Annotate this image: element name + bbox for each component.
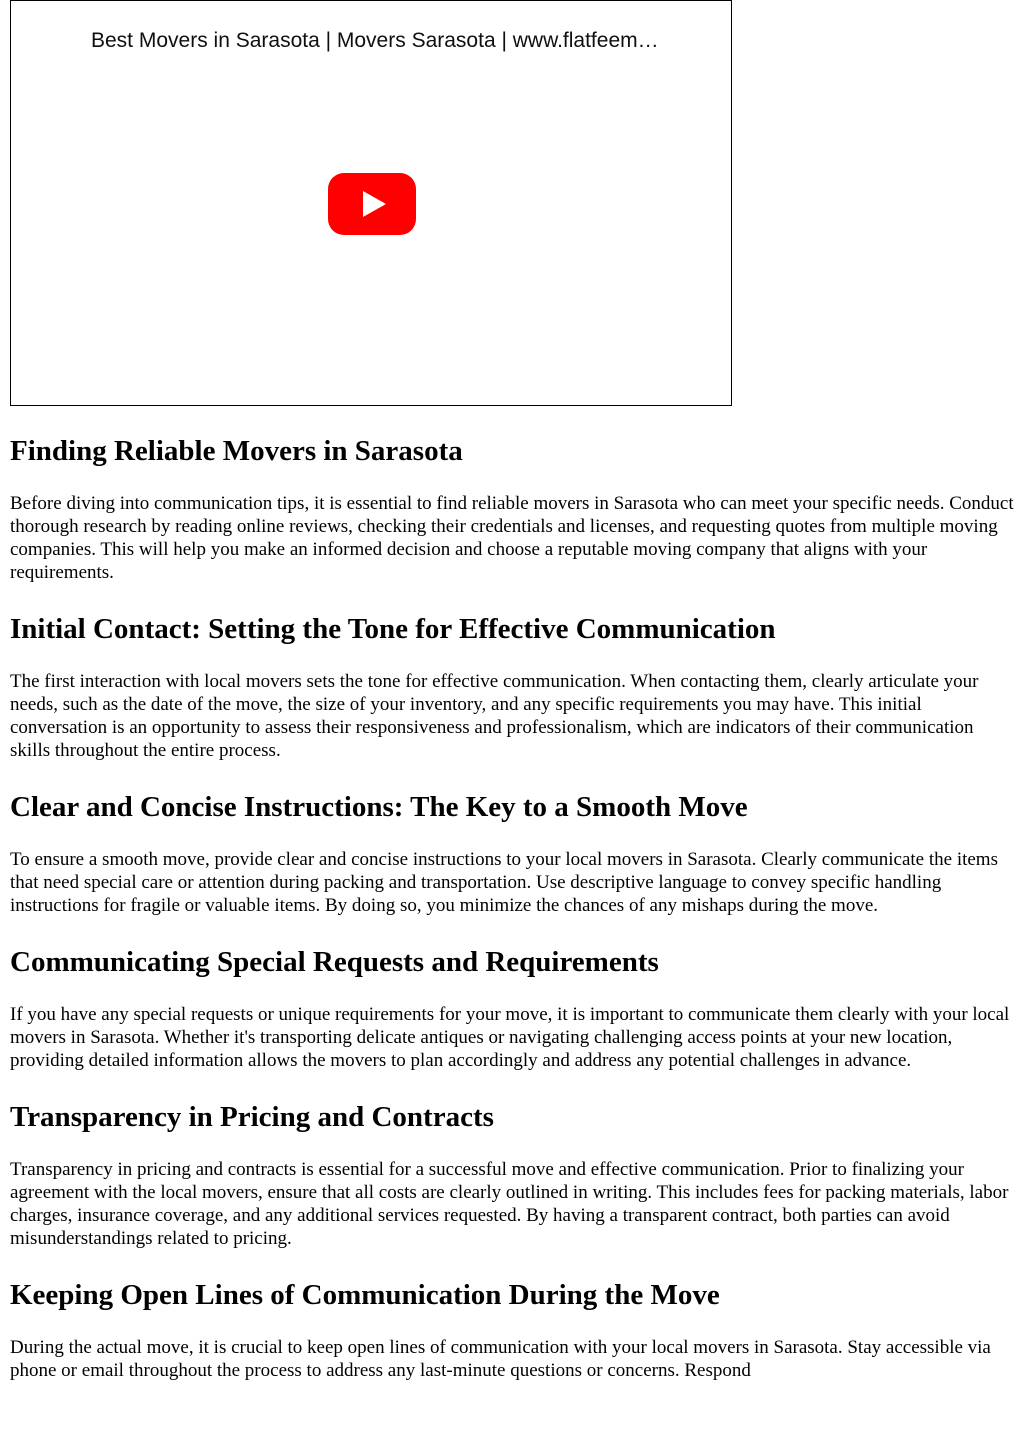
section-heading: Initial Contact: Setting the Tone for Effective Communication [10,613,776,645]
video-title[interactable]: Best Movers in Sarasota | Movers Sarasota | www.flatfeem… [91,29,659,52]
section-clear-instructions [10,790,1014,917]
section-special-requests [10,945,1014,1072]
section-heading: Communicating Special Requests and Requirements [10,946,659,978]
section-body: Before diving into communication tips, it is essential to find reliable movers in Sarasota who can meet your specific needs. Conduct thorough research by reading online reviews, checking their credentials and licenses, and requesting quotes from multiple moving companies. This will help you make an informed decision and choose a reputable moving company that aligns with your requirements. [10,493,1014,583]
section-pricing-transparency [10,1100,1014,1250]
section-heading: Keeping Open Lines of Communication During the Move [10,1279,720,1311]
section-finding-movers [10,434,1014,584]
section-body: The first interaction with local movers sets the tone for effective communication. When contacting them, clearly articulate your needs, such as the date of the move, the size of your inventory, and any specific requirements you may have. This initial conversation is an opportunity to assess their responsiveness and professionalism, which are indicators of their communication skills throughout the entire process. [10,671,979,761]
section-heading: Finding Reliable Movers in Sarasota [10,435,463,467]
section-heading: Transparency in Pricing and Contracts [10,1101,494,1133]
section-body: During the actual move, it is crucial to keep open lines of communication with your local movers in Sarasota. Stay accessible via phone or email throughout the process to address any last-minute questions or concerns. Respond [10,1337,991,1381]
section-heading: Clear and Concise Instructions: The Key to a Smooth Move [10,791,748,823]
section-initial-contact [10,612,1014,762]
section-body: To ensure a smooth move, provide clear and concise instructions to your local movers in Sarasota. Clearly communicate the items that need special care or attention during packing and transportation. Use descriptive language to convey specific handling instructions for fragile or valuable items. By doing so, you minimize the chances of any mishaps during the move. [10,849,998,916]
section-body: Transparency in pricing and contracts is essential for a successful move and effective communication. Prior to finalizing your agreement with the local movers, ensure that all costs are clearly outlined in writing. This includes fees for packing materials, labor charges, insurance coverage, and any additional services requested. By having a transparent contract, both parties can avoid misunderstandings related to pricing. [10,1159,1009,1249]
section-open-communication [10,1278,1014,1382]
youtube-play-icon[interactable] [328,173,416,235]
video-embed[interactable] [10,0,732,406]
section-body: If you have any special requests or unique requirements for your move, it is important to communicate them clearly with your local movers in Sarasota. Whether it's transporting delicate antiques or navigating challenging access points at your new location, providing detailed information allows the movers to plan accordingly and address any potential challenges in advance. [10,1004,1010,1071]
